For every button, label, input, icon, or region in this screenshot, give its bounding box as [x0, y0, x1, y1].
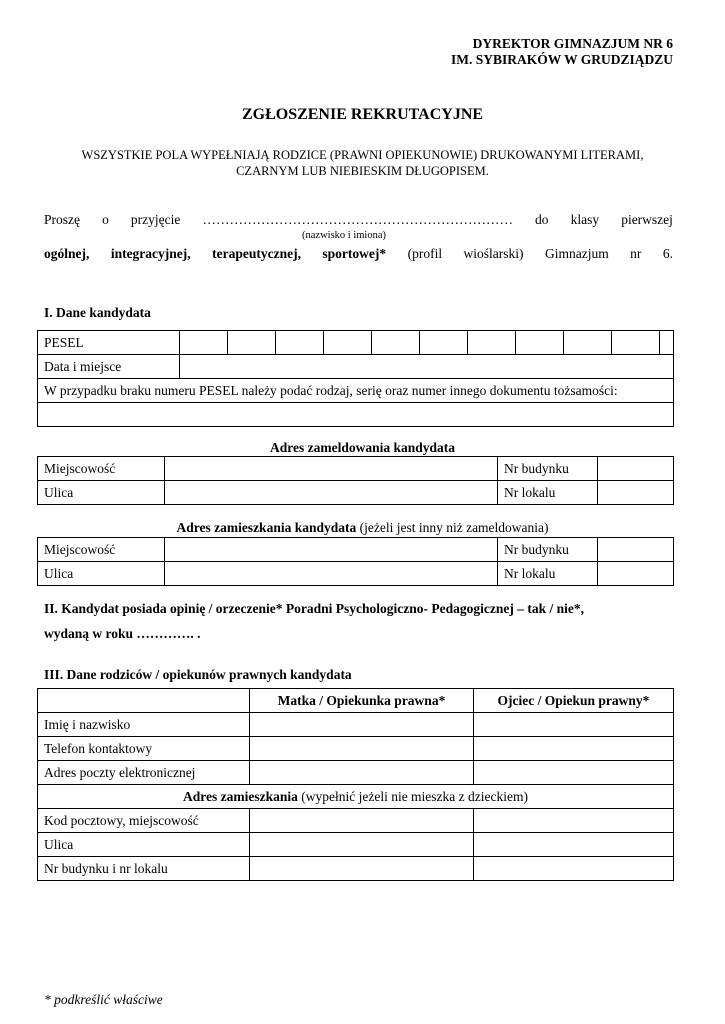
- parents-table: [37, 688, 674, 881]
- pesel-label: PESEL: [38, 331, 180, 355]
- registered-city-label: Miejscowość: [38, 457, 165, 481]
- father-name-field[interactable]: [474, 713, 674, 737]
- residence-address-table: [37, 537, 674, 586]
- request-word: 6.: [662, 246, 673, 261]
- pesel-digit-cell[interactable]: [660, 331, 674, 355]
- request-word: do: [535, 212, 549, 227]
- class-option-sport[interactable]: sportowej*: [322, 246, 387, 261]
- father-phone-field[interactable]: [474, 737, 674, 761]
- class-option-therapeutic[interactable]: terapeutycznej,: [212, 246, 301, 261]
- request-word: Gimnazjum: [544, 246, 609, 261]
- request-word: o: [102, 212, 109, 227]
- residence-street-field[interactable]: [165, 562, 498, 586]
- parents-address-bold: Adres zamieszkania: [182, 788, 298, 804]
- mother-name-field[interactable]: [250, 713, 474, 737]
- no-pesel-note-row: [38, 379, 674, 403]
- pesel-digit-cell[interactable]: [372, 331, 420, 355]
- registered-street-label: Ulica: [38, 481, 165, 505]
- mother-street-field[interactable]: [250, 833, 474, 857]
- parents-address-heading: [38, 785, 674, 809]
- request-word: nr: [630, 246, 642, 261]
- residence-address-heading: [0, 520, 725, 536]
- residence-street-label: Ulica: [38, 562, 165, 586]
- building-row-label: Nr budynku i nr lokalu: [38, 857, 250, 881]
- section-2-line-1: II. Kandydat posiada opinię / orzeczenie* Poradni Psychologiczno- Pedagogicznej – tak / nie*,: [44, 601, 584, 616]
- father-street-field[interactable]: [474, 833, 674, 857]
- class-option-general[interactable]: ogólnej,: [44, 246, 90, 261]
- registered-city-field[interactable]: [165, 457, 498, 481]
- registered-address-heading: Adres zameldowania kandydata: [269, 440, 456, 455]
- request-word: klasy: [570, 212, 600, 227]
- recipient-line-2: IM. SYBIRAKÓW W GRUDZIĄDZU: [450, 52, 673, 67]
- pesel-digit-cell[interactable]: [324, 331, 372, 355]
- residence-apartment-label: Nr lokalu: [498, 562, 598, 586]
- mother-phone-field[interactable]: [250, 737, 474, 761]
- pesel-digit-cell[interactable]: [180, 331, 228, 355]
- residence-building-label: Nr budynku: [498, 538, 598, 562]
- phone-row-label: Telefon kontaktowy: [38, 737, 250, 761]
- candidate-data-table: [37, 330, 674, 427]
- instructions-line-2: CZARNYM LUB NIEBIESKIM DŁUGOPISEM.: [236, 164, 489, 178]
- class-option-integration[interactable]: integracyjnej,: [110, 246, 191, 261]
- other-document-field[interactable]: [38, 403, 674, 427]
- residence-building-field[interactable]: [598, 538, 674, 562]
- mother-column-header: Matka / Opiekunka prawna*: [250, 689, 474, 713]
- registered-building-label: Nr budynku: [498, 457, 598, 481]
- pesel-digit-cell[interactable]: [228, 331, 276, 355]
- residence-city-label: Miejscowość: [38, 538, 165, 562]
- section-3-heading: III. Dane rodziców / opiekunów prawnych kandydata: [44, 667, 352, 682]
- birth-label: Data i miejsce: [38, 355, 180, 379]
- father-email-field[interactable]: [474, 761, 674, 785]
- registered-address-table: [37, 456, 674, 505]
- request-word: wioślarski): [463, 246, 524, 261]
- registered-apartment-label: Nr lokalu: [498, 481, 598, 505]
- candidate-name-field[interactable]: ……………………………………………………………: [202, 212, 513, 227]
- parents-corner-cell: [38, 689, 250, 713]
- residence-apartment-field[interactable]: [598, 562, 674, 586]
- request-word: pierwszej: [621, 212, 673, 227]
- residence-city-field[interactable]: [165, 538, 498, 562]
- birth-field[interactable]: [180, 355, 674, 379]
- recipient-line-1: DYREKTOR GIMNAZJUM NR 6: [472, 36, 673, 51]
- residence-heading-note: (jeżeli jest inny niż zameldowania): [356, 520, 549, 535]
- pesel-digit-cell[interactable]: [612, 331, 660, 355]
- pesel-row: [38, 331, 674, 355]
- mother-email-field[interactable]: [250, 761, 474, 785]
- request-word: (profil: [407, 246, 443, 261]
- instructions: [0, 147, 725, 179]
- mother-postal-field[interactable]: [250, 809, 474, 833]
- request-line-2: [44, 246, 673, 262]
- parents-address-note: (wypełnić jeżeli nie mieszka z dzieckiem): [297, 788, 528, 804]
- birth-row: [38, 355, 674, 379]
- no-pesel-note: W przypadku braku numeru PESEL należy podać rodzaj, serię oraz numer innego dokumentu tożsamości:: [38, 379, 674, 403]
- request-line-1: [44, 212, 673, 228]
- email-row-label: Adres poczty elektronicznej: [38, 761, 250, 785]
- father-column-header: Ojciec / Opiekun prawny*: [474, 689, 674, 713]
- residence-heading-bold: Adres zamieszkania kandydata: [176, 520, 357, 535]
- section-2-line-2: wydaną w roku …………. .: [44, 626, 201, 641]
- father-postal-field[interactable]: [474, 809, 674, 833]
- instructions-line-1: WSZYSTKIE POLA WYPEŁNIAJĄ RODZICE (PRAWNI OPIEKUNOWIE) DRUKOWANYMI LITERAMI,: [81, 148, 644, 162]
- other-document-row: [38, 403, 674, 427]
- pesel-digit-cell[interactable]: [516, 331, 564, 355]
- mother-building-field[interactable]: [250, 857, 474, 881]
- street-row-label: Ulica: [38, 833, 250, 857]
- name-hint: (nazwisko i imiona): [302, 230, 386, 241]
- request-word: przyjęcie: [130, 212, 181, 227]
- pesel-digit-cell[interactable]: [468, 331, 516, 355]
- pesel-digit-cell[interactable]: [276, 331, 324, 355]
- registered-apartment-field[interactable]: [598, 481, 674, 505]
- request-word: Proszę: [44, 212, 80, 227]
- form-title: ZGŁOSZENIE REKRUTACYJNE: [241, 106, 484, 123]
- father-building-field[interactable]: [474, 857, 674, 881]
- postal-row-label: Kod pocztowy, miejscowość: [38, 809, 250, 833]
- pesel-digit-cell[interactable]: [420, 331, 468, 355]
- name-row-label: Imię i nazwisko: [38, 713, 250, 737]
- registered-building-field[interactable]: [598, 457, 674, 481]
- registered-street-field[interactable]: [165, 481, 498, 505]
- footnote: * podkreślić właściwe: [44, 992, 163, 1007]
- section-1-heading: I. Dane kandydata: [44, 305, 151, 320]
- pesel-digit-cell[interactable]: [564, 331, 612, 355]
